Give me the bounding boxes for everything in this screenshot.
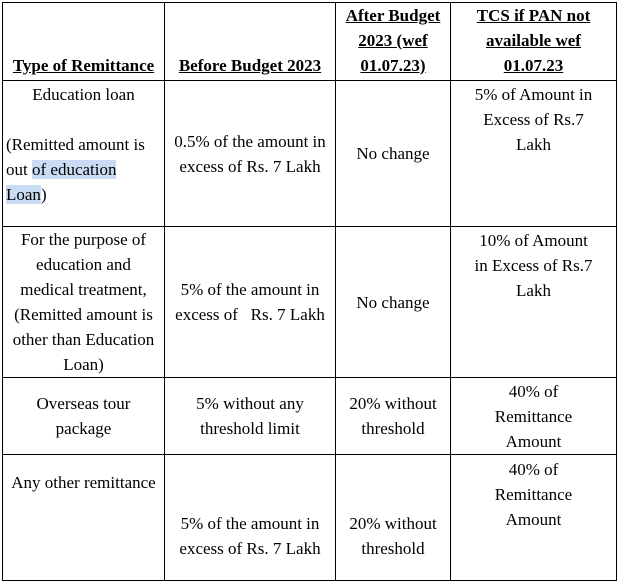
cell-nopan-line: 40% of <box>508 381 559 401</box>
cell-nopan-line: 10% of Amount <box>479 231 588 250</box>
cell-before <box>165 455 336 581</box>
cell-after-line: threshold <box>361 419 425 438</box>
cell-nopan <box>451 455 617 581</box>
cell-nopan <box>451 378 617 455</box>
header-tcs-no-pan <box>451 3 617 81</box>
cell-nopan-line: Amount <box>505 510 562 529</box>
cell-before-line: 5% of the amount in <box>180 513 320 533</box>
cell-before-line: excess of Rs. 7 Lakh <box>175 305 325 324</box>
cell-type-line <box>6 157 161 182</box>
table-row <box>3 455 617 581</box>
header-nopan-line: TCS if PAN not <box>476 6 591 25</box>
cell-nopan-line: Remittance <box>494 406 573 426</box>
cell-type <box>3 81 165 227</box>
cell-type-line: (Remitted amount is <box>6 135 145 154</box>
header-type-text: Type of Remittance <box>12 56 155 75</box>
cell-after <box>336 378 451 455</box>
cell-after-line: 20% without <box>349 513 437 533</box>
header-type-of-remittance <box>3 3 165 81</box>
cell-type-line: other than Education <box>12 330 155 349</box>
tcs-table <box>2 2 617 581</box>
cell-before <box>165 81 336 227</box>
cell-type-line: Overseas tour <box>36 394 131 413</box>
header-before-text: Before Budget 2023 <box>178 56 322 75</box>
cell-after <box>336 455 451 581</box>
spacer <box>6 107 161 132</box>
header-after-line: 2023 (wef <box>358 31 428 50</box>
cell-nopan-line: Lakh <box>516 281 551 300</box>
cell-type-line: medical treatment, <box>20 280 147 299</box>
cell-type <box>3 227 165 378</box>
cell-after-line: threshold <box>361 538 425 558</box>
cell-before-line: excess of Rs. 7 Lakh <box>179 156 321 176</box>
cell-type-line: Any other remittance <box>11 473 156 492</box>
cell-type-line: For the purpose of <box>20 230 147 249</box>
cell-type-line: Loan) <box>63 355 104 374</box>
cell-before <box>165 378 336 455</box>
cell-before-line: 0.5% of the amount in <box>174 131 326 151</box>
cell-nopan-line: in Excess of Rs.7 <box>474 256 593 275</box>
cell-type <box>3 455 165 581</box>
cell-type-fragment: out <box>6 160 32 179</box>
cell-nopan <box>451 227 617 378</box>
cell-nopan-line: 40% of <box>508 460 559 479</box>
cell-before-line: excess of Rs. 7 Lakh <box>179 538 321 558</box>
cell-nopan-line: Amount <box>505 431 562 451</box>
table-row <box>3 378 617 455</box>
cell-after-line: 20% without <box>349 394 437 413</box>
header-after-line: After Budget <box>345 6 441 25</box>
cell-nopan-line: Remittance <box>494 485 573 504</box>
cell-nopan-line: 5% of Amount in <box>474 85 593 104</box>
header-after-budget <box>336 3 451 81</box>
cell-before <box>165 227 336 378</box>
selected-text: Loan <box>6 185 41 204</box>
cell-after-line: No change <box>356 144 430 163</box>
cell-type-line <box>6 182 161 207</box>
cell-type-line: education and <box>36 255 131 274</box>
cell-before-line: threshold limit <box>200 419 300 438</box>
cell-type-line: package <box>55 419 112 438</box>
cell-after <box>336 227 451 378</box>
cell-type-line: (Remitted amount is <box>14 305 153 324</box>
cell-after-line: No change <box>356 292 430 312</box>
header-nopan-line: available wef <box>486 31 581 50</box>
cell-before-line: 5% without any <box>196 394 304 413</box>
table-row <box>3 81 617 227</box>
table-row <box>3 227 617 378</box>
cell-before-line: 5% of the amount in <box>180 280 320 299</box>
cell-type <box>3 378 165 455</box>
header-row <box>3 3 617 81</box>
cell-nopan-line: Lakh <box>516 135 551 154</box>
header-after-line: 01.07.23) <box>360 56 426 75</box>
cell-after <box>336 81 451 227</box>
selected-text: of education <box>31 160 117 179</box>
cell-type-title: Education loan <box>32 85 135 104</box>
header-before-budget <box>165 3 336 81</box>
cell-nopan <box>451 81 617 227</box>
header-nopan-line: 01.07.23 <box>503 56 564 75</box>
cell-nopan-line: Excess of Rs.7 <box>483 110 584 129</box>
cell-type-fragment: ) <box>40 185 47 204</box>
